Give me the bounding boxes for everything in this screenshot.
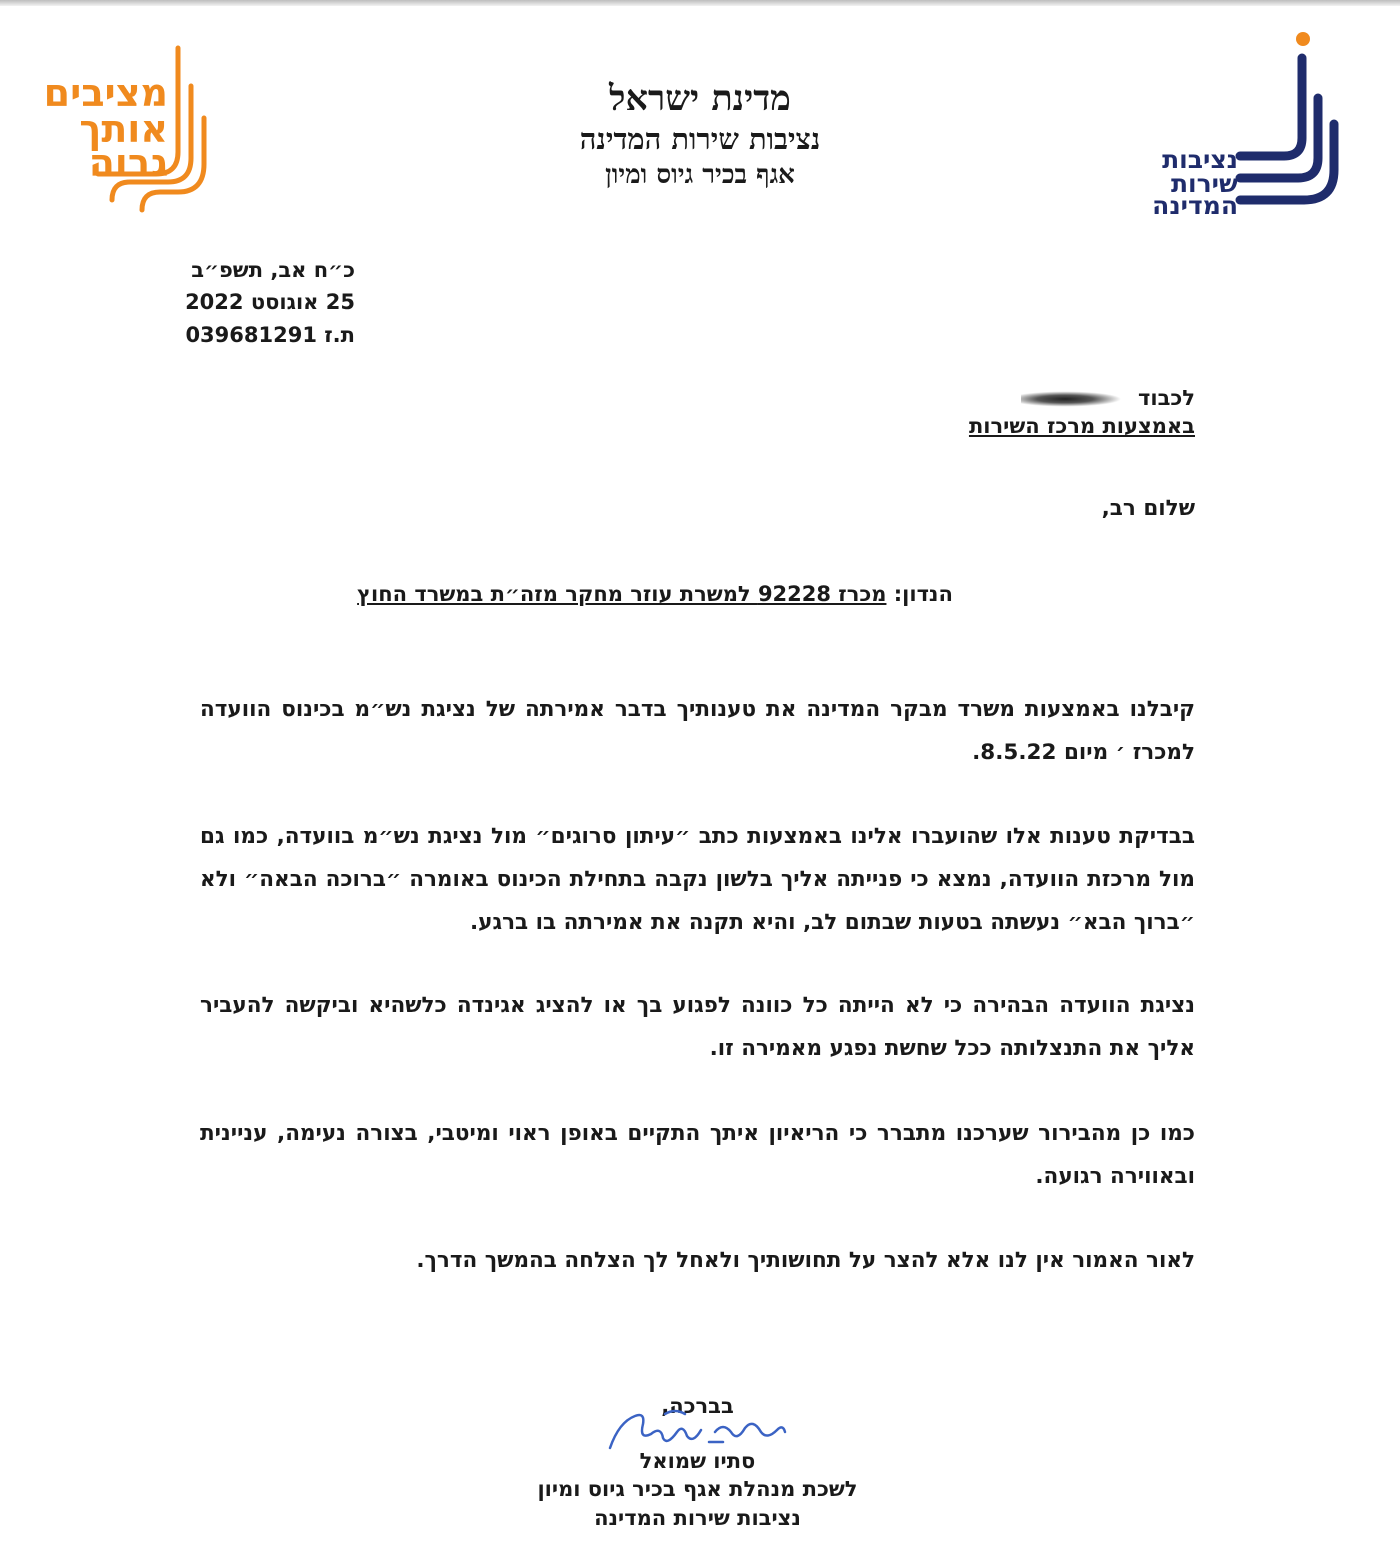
paragraph-1-line-1: קיבלנו באמצעות משרד מבקר המדינה את טענותיך בדבר אמירתה של נציגת נש״מ בכינוס הוועדה <box>200 697 1195 722</box>
paragraph-2: בבדיקת טענות אלו שהועברו אלינו באמצעות כתב ״עיתון סרוגים״ מול נציגת נש״מ בוועדה, כמו גם מול מרכזת הוועדה, נמצא כי פנייתה אליך בלשון נקבה בתחילת הכינוס באומרה ״ברוכה הבאה״ ולא ״ברוך הבא״ נעשתה בטעות שבתום לב, והיא תקנה את אמירתה בו ברגע. <box>200 824 1195 935</box>
recipient-label: לכבוד <box>1138 386 1195 410</box>
signer-name: סתיו שמואל <box>639 1449 756 1473</box>
greeting: שלום רב, <box>1101 496 1195 521</box>
logo-word-line-2: שירות <box>1170 169 1238 198</box>
redacted-name <box>1021 390 1131 408</box>
paragraph-1 <box>200 688 1195 774</box>
gregorian-date: 25 אוגוסט 2022 <box>185 290 355 314</box>
slogan-logo <box>43 40 220 215</box>
paragraph-1-line-2: למכרז ׳ מיום 8.5.22. <box>972 740 1195 765</box>
slogan-line-2: אותך <box>79 107 168 151</box>
header-division: אגף בכיר גיוס ומיון <box>605 160 795 190</box>
subject-text: מכרז 92228 למשרת עוזר מחקר מזה״ת במשרד החוץ <box>357 582 887 606</box>
hebrew-date: כ״ח אב, תשפ״ב <box>191 258 355 282</box>
subject-label: הנדון: <box>893 582 953 606</box>
slogan-line-3: גבוה <box>88 141 168 185</box>
id-number: ת.ז 039681291 <box>185 323 355 347</box>
subject-line <box>300 582 1010 606</box>
signer-org: נציבות שירות המדינה <box>594 1506 801 1530</box>
paragraph-4: כמו כן מהבירור שערכנו מתברר כי הריאיון איתך התקיים באופן ראוי ומיטבי, בצורה נעימה, עניינית ובאווירה רגועה. <box>200 1121 1195 1189</box>
logo-word-line-1: נציבות <box>1162 145 1238 174</box>
recipient-line <box>945 384 1195 412</box>
paragraph-3: נציגת הוועדה הבהירה כי לא הייתה כל כוונה לפגוע בך או להציג אגינדה כלשהיא וביקשה להעביר אליך את התנצלותה ככל שחשת נפגע מאמירה זו. <box>200 993 1195 1061</box>
header-state: מדינת ישראל <box>609 78 791 119</box>
recipient-block <box>945 384 1195 440</box>
recipient-via: באמצעות מרכז השירות <box>968 414 1195 438</box>
header-commission: נציבות שירות המדינה <box>579 122 821 156</box>
top-edge <box>0 0 1400 6</box>
signer-title: לשכת מנהלת אגף בכיר גיוס ומיון <box>537 1477 858 1501</box>
closing: בברכה, <box>661 1394 734 1418</box>
logo-word-line-3: המדינה <box>1152 191 1238 220</box>
slogan-line-1: מציבים <box>43 71 168 115</box>
paragraph-5: לאור האמור אין לנו אלא להצר על תחושותיך ולאחל לך הצלחה בהמשך הדרך. <box>416 1248 1195 1273</box>
civil-service-commission-logo <box>1140 28 1350 218</box>
